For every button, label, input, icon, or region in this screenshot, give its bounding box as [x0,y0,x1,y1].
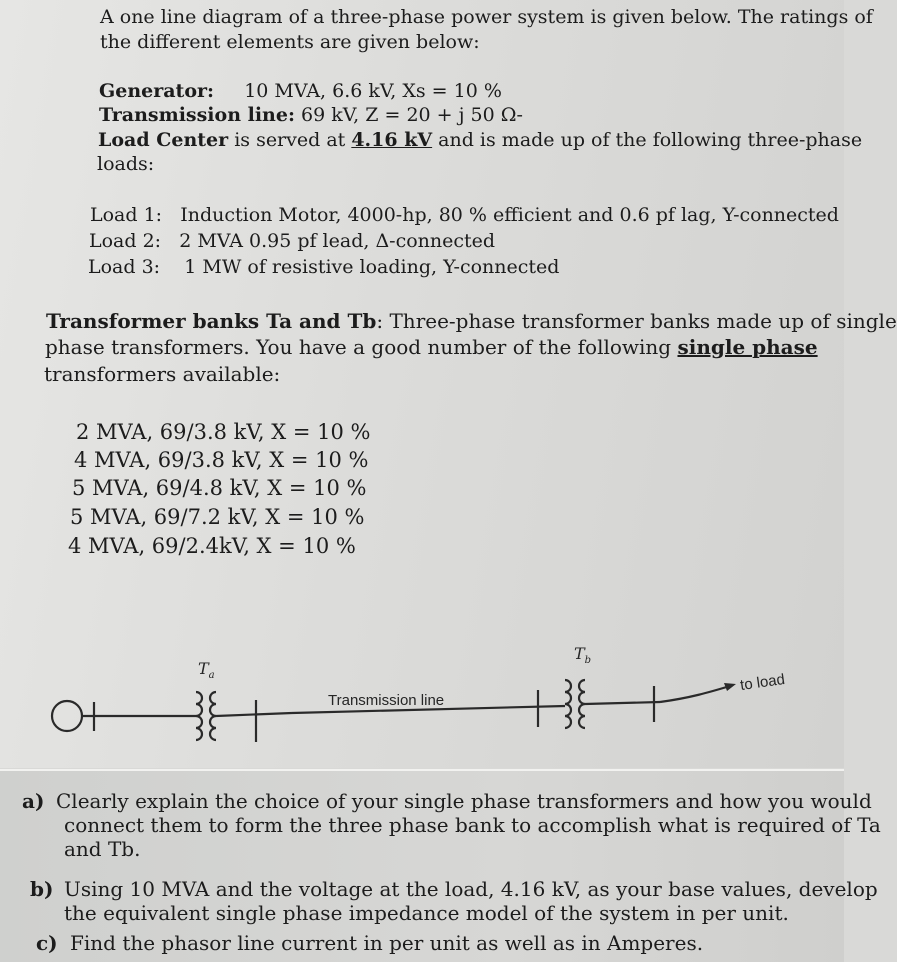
ta-label [198,659,215,681]
question-c [36,931,703,955]
question-label: c) [36,931,58,955]
transmission-label: Transmission line: [99,104,295,126]
transformer-heading-rest: : Three-phase transformer banks made up of single [376,309,897,333]
question-text: Find the phasor line current in per unit as well as in Amperes. [70,931,704,955]
load-label: Load 1: [90,204,163,226]
transformer-option: 4 MVA, 69/3.8 kV, X = 10 % [74,448,369,472]
question-text: Using 10 MVA and the voltage at the load, 4.16 kV, as your base values, develop [64,877,878,901]
ta-secondary-lead [216,713,292,716]
generator-label: Generator: [99,80,215,102]
transformer-line-3: transformers available: [44,362,281,386]
question-text: Clearly explain the choice of your single phase transformers and how you would [56,789,872,813]
ta-secondary-coil [210,692,216,740]
load-label: Load 3: [88,256,161,278]
transformer-option: 5 MVA, 69/7.2 kV, X = 10 % [70,505,365,529]
transformer-option: 5 MVA, 69/4.8 kV, X = 10 % [72,476,367,500]
load-center-voltage: 4.16 kV [351,129,433,151]
ta-primary-coil [196,692,202,740]
load-arrow-line [660,686,730,702]
question-label: a) [22,789,45,813]
generator-symbol [52,701,82,731]
load-label: Load 2: [89,230,162,252]
generator-value: 10 MVA, 6.6 kV, Xs = 10 % [244,80,502,102]
question-b [30,877,878,901]
transmission-value: 69 kV, Z = 20 + j 50 Ω- [301,104,523,126]
tb-secondary-coil [579,680,585,728]
load-center-line-2: loads: [97,153,155,175]
tb-label [574,644,591,666]
transformer-option: 4 MVA, 69/2.4kV, X = 10 % [68,534,356,558]
transmission-line-label: Transmission line [328,692,445,709]
to-load-label: to load [739,670,787,695]
ta-label-sub: a [208,670,215,682]
load-arrow-head [724,683,736,691]
load-value: 1 MW of resistive loading, Y-connected [184,256,560,278]
intro-line-1: A one line diagram of a three-phase power system is given below. The ratings of [100,6,873,28]
transformer-option: 2 MVA, 69/3.8 kV, X = 10 % [76,420,371,444]
ta-label-text: T [198,659,209,678]
question-b-line-2: the equivalent single phase impedance model of the system in per unit. [64,901,789,925]
load-value: 2 MVA 0.95 pf lead, Δ-connected [179,230,496,252]
tb-label-text: T [574,644,585,663]
load-center-post: and is made up of the following three-phase [432,129,863,151]
question-a-line-2: connect them to form the three phase bank to accomplish what is required of Ta [64,813,881,837]
tb-secondary-lead [585,702,660,704]
transformer-line-2-text: phase transformers. You have a good number of the following [45,335,678,359]
questions-sheet [0,769,881,962]
question-a-line-3: and Tb. [64,837,141,861]
load-center-label: Load Center [98,129,229,151]
intro-line-2: the different elements are given below: [100,31,480,53]
question-label: b) [30,877,54,901]
load-center-pre: is served at [228,129,352,151]
transformer-heading-bold: Transformer banks Ta and Tb [46,309,377,333]
load-value: Induction Motor, 4000-hp, 80 % efficient and 0.6 pf lag, Y-connected [180,204,839,226]
tb-label-sub: b [584,655,592,667]
tb-primary-coil [565,680,571,728]
question-a [22,789,872,813]
single-phase-emphasis: single phase [677,335,818,359]
